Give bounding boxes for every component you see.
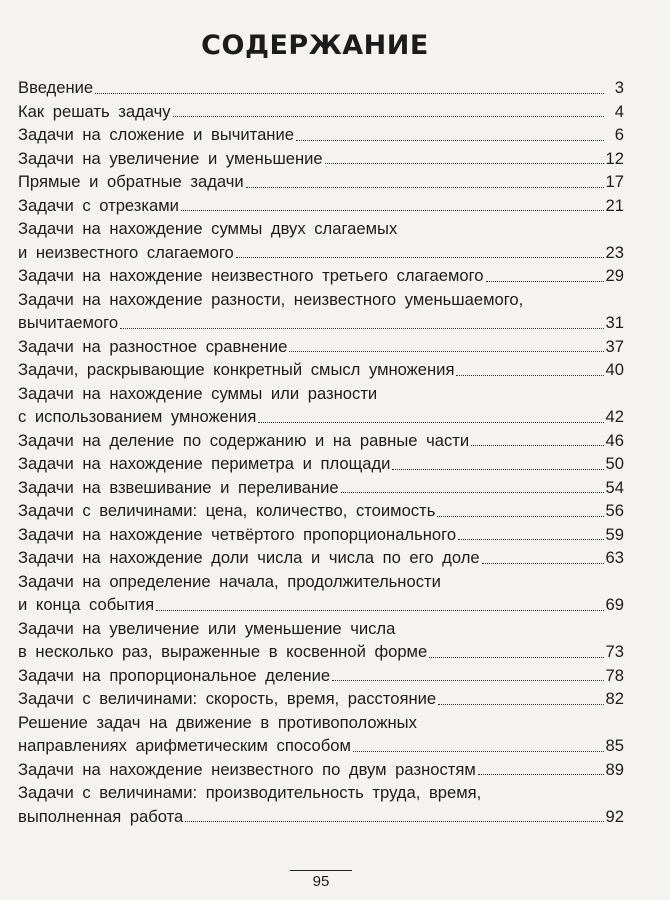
toc-entry-title: Задачи на нахождение неизвестного третьего слагаемого [18,266,484,285]
toc-entry-title: Задачи с величинами: цена, количество, стоимость [18,501,436,520]
toc-entry [18,335,624,359]
toc-entry [18,499,624,523]
toc-entry-title: в несколько раз, выраженные в косвенной форме [18,642,428,661]
toc-entry [18,546,624,570]
toc-entry-title: и неизвестного слагаемого [18,242,234,262]
toc-entry-page: 3 [614,78,624,97]
toc-entry [18,123,624,147]
dot-leader [289,345,603,352]
toc-entry-line [18,76,624,100]
dot-leader [246,181,604,188]
toc-entry-title: Прямые и обратные задачи [18,172,244,191]
toc-entry-title: Задачи на нахождение неизвестного по двум разностям [18,759,476,779]
toc-entry-title: Решение задач на движение в противоположных [18,712,417,732]
toc-entry-title: Задачи на увеличение или уменьшение числа [18,618,396,638]
dot-leader [325,157,604,164]
toc-entry-page: 59 [605,524,624,544]
toc-entry-page: 46 [605,430,624,450]
toc-entry [18,758,624,782]
toc-entry-line [18,405,624,429]
toc-entry-title: направлениях арифметическим способом [18,736,351,755]
toc-entry-page: 69 [605,595,624,614]
dot-leader [296,134,604,141]
dot-leader [429,651,603,658]
toc-entry-title: Задачи на нахождение суммы двух слагаемых [18,219,398,238]
dot-leader [456,369,603,376]
dot-leader [478,768,604,775]
toc-entry-page: 12 [605,148,624,168]
dot-leader [156,604,603,611]
toc-entry [18,194,624,218]
toc-entry-line [18,100,624,124]
toc-entry-line [18,734,624,758]
table-of-contents [18,76,624,828]
toc-entry-page: 31 [605,313,624,332]
toc-entry-title: Задачи с отрезками [18,195,179,215]
toc-entry-page: 17 [605,172,624,191]
dot-leader [458,533,603,540]
toc-entry [18,358,624,382]
toc-entry-line [18,664,624,688]
toc-entry-line [18,335,624,359]
toc-entry [18,100,624,124]
toc-entry [18,170,624,194]
dot-leader [181,204,604,211]
toc-entry-title: вычитаемого [18,313,119,332]
toc-entry-title: с использованием умножения [18,407,257,426]
toc-entry-title: Задачи на нахождение доли числа и числа по его доле [18,548,480,567]
toc-entry-page: 92 [605,806,624,826]
toc-entry-page: 21 [605,195,624,215]
toc-entry-page: 6 [614,125,624,144]
page-title: СОДЕРЖАНИЕ [201,30,429,61]
toc-entry [18,147,624,171]
toc-entry-page: 78 [605,665,624,685]
toc-entry-line [18,123,624,147]
toc-entry-title: Задачи на сложение и вычитание [18,125,294,144]
toc-entry [18,476,624,500]
toc-entry-title: Задачи с величинами: скорость, время, расстояние [18,689,437,708]
toc-entry [18,264,624,288]
toc-entry-line [18,711,624,735]
toc-entry-line [18,288,624,312]
toc-entry-title: выполненная работа [18,806,184,826]
toc-entry [18,617,624,664]
dot-leader [438,698,603,705]
toc-entry-page: 4 [614,101,624,121]
toc-entry-page: 54 [605,477,624,497]
toc-entry-page: 82 [605,689,624,708]
toc-entry-line [18,523,624,547]
toc-entry-title: Как решать задачу [18,101,171,121]
toc-entry [18,217,624,264]
toc-entry [18,429,624,453]
toc-entry-title: Задачи на разностное сравнение [18,336,288,356]
dot-leader [258,416,603,423]
toc-entry-line [18,617,624,641]
toc-entry-line [18,781,624,805]
toc-entry-line [18,758,624,782]
toc-entry-title: Задачи на нахождение периметра и площади [18,454,391,473]
toc-entry-title: Задачи на нахождение четвёртого пропорционального [18,524,457,544]
toc-entry-line [18,452,624,476]
page-number: 95 [312,873,330,890]
toc-entry-line [18,217,624,241]
dot-leader [185,815,603,822]
toc-entry-line [18,170,624,194]
toc-entry-page: 37 [605,336,624,356]
toc-entry-line [18,805,624,829]
toc-entry-line [18,358,624,382]
toc-entry-title: Введение [18,78,94,97]
toc-entry-page: 89 [605,759,624,779]
toc-entry-title: Задачи на нахождение суммы или разности [18,383,378,403]
dot-leader [332,674,603,681]
toc-entry-page: 73 [605,642,624,661]
toc-entry [18,523,624,547]
dot-leader [353,745,604,752]
toc-entry [18,382,624,429]
dot-leader [437,510,603,517]
dot-leader [341,486,604,493]
dot-leader [392,463,603,470]
toc-entry-line [18,687,624,711]
toc-entry-line [18,593,624,617]
toc-entry-line [18,264,624,288]
toc-entry [18,664,624,688]
dot-leader [120,322,603,329]
toc-entry-line [18,382,624,406]
toc-entry-title: Задачи, раскрывающие конкретный смысл умножения [18,360,455,379]
footer-rule [290,870,352,871]
toc-entry-line [18,546,624,570]
toc-entry-title: и конца события [18,595,155,614]
dot-leader [471,439,603,446]
dot-leader [173,110,604,117]
toc-entry-page: 23 [605,242,624,262]
toc-entry-title: Задачи с величинами: производительность труда, время, [18,783,482,802]
toc-entry-page: 56 [605,501,624,520]
toc-entry-page: 42 [605,407,624,426]
toc-entry-line [18,570,624,594]
toc-entry-line [18,241,624,265]
toc-entry [18,76,624,100]
toc-entry-title: Задачи на пропорциональное деление [18,665,331,685]
toc-entry-page: 50 [605,454,624,473]
toc-entry-line [18,499,624,523]
toc-entry-page: 40 [605,360,624,379]
toc-entry-line [18,311,624,335]
toc-entry-title: Задачи на взвешивание и переливание [18,477,339,497]
toc-entry [18,687,624,711]
toc-entry-page: 63 [605,548,624,567]
toc-entry-line [18,194,624,218]
toc-entry [18,452,624,476]
dot-leader [482,557,604,564]
toc-entry-title: Задачи на увеличение и уменьшение [18,148,323,168]
toc-entry-title: Задачи на деление по содержанию и на равные части [18,430,470,450]
toc-entry-title: Задачи на нахождение разности, неизвестного уменьшаемого, [18,289,524,309]
toc-entry-line [18,476,624,500]
toc-entry-line [18,640,624,664]
dot-leader [486,275,604,282]
toc-entry-page: 29 [605,266,624,285]
dot-leader [236,251,604,258]
dot-leader [95,87,604,94]
toc-entry-line [18,147,624,171]
toc-entry-page: 85 [605,736,624,755]
toc-entry-line [18,429,624,453]
toc-entry [18,711,624,758]
toc-entry [18,570,624,617]
toc-entry [18,781,624,828]
toc-entry [18,288,624,335]
toc-entry-title: Задачи на определение начала, продолжительности [18,571,441,591]
